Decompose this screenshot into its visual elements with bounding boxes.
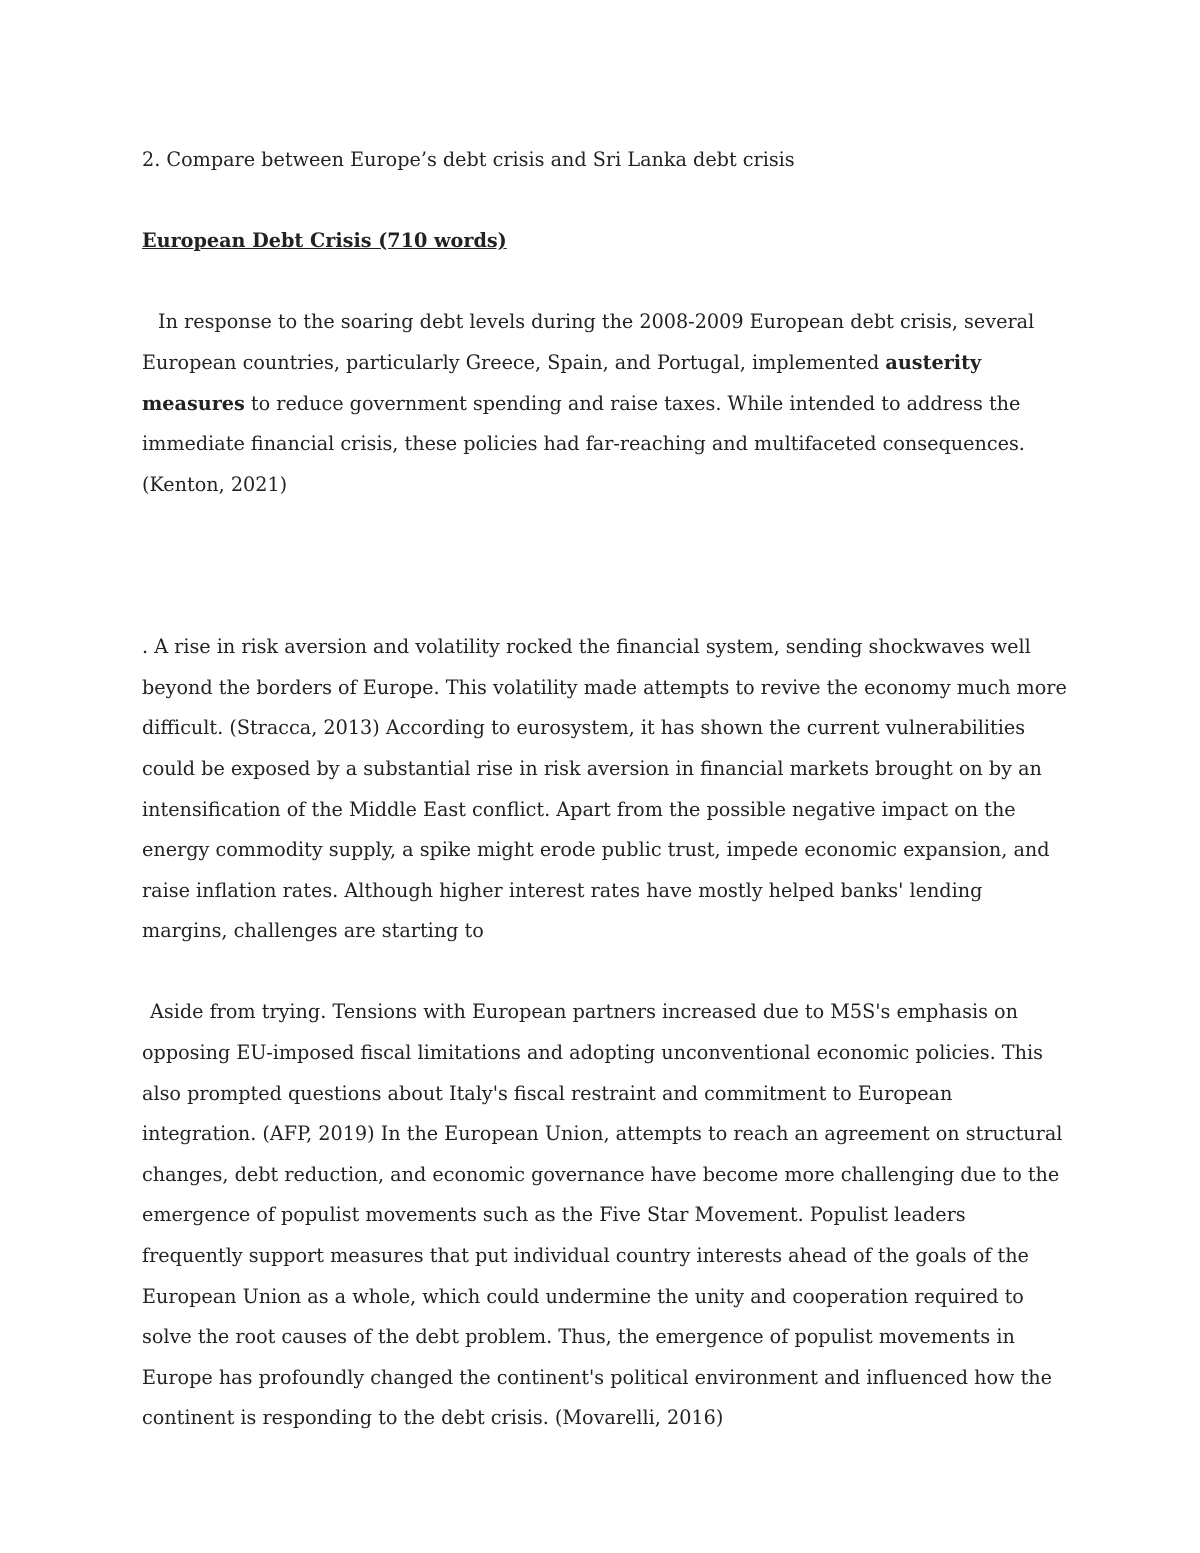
austerity-measures-term: austerity measures [142, 350, 982, 415]
paragraph-populism: Aside from trying. Tensions with European partners increased due to M5S's emphasis on opposing EU-imposed fiscal limitations and adopting unconventional economic policies. This also prompted questions about Italy's fiscal restraint and commitment to European integration. (AFP, 2019) In the European Union, attempts to reach an agreement on structural changes, debt reduction, and economic governance have become more challenging due to the emergence of populist movements such as the Five Star Movement. Populist leaders frequently support measures that put individual country interests ahead of the goals of the European Union as a whole, which could undermine the unity and cooperation required to solve the root causes of the debt problem. Thus, the emergence of populist movements in Europe has profoundly changed the continent's political environment and influenced how the continent is responding to the debt crisis. (Movarelli, 2016) [142, 1000, 1063, 1430]
section-heading: European Debt Crisis (710 words) [142, 229, 507, 253]
paragraph-austerity-text-start: In response to the soaring debt levels during the 2008-2009 European debt crisis, several European countries, particularly Greece, Spain, and Portugal, implemented [142, 310, 1035, 374]
paragraph-risk-aversion: . A rise in risk aversion and volatility rocked the financial system, sending shockwaves well beyond the borders of Europe. This volatility made attempts to revive the economy much more difficult. (Stracca, 2013) According to eurosystem, it has shown the current vulnerabilities could be exposed by a substantial rise in risk aversion in financial markets brought on by an intensification of the Middle East conflict. Apart from the possible negative impact on the energy commodity supply, a spike might erode public trust, impede economic expansion, and raise inflation rates. Although higher interest rates have mostly helped banks' lending margins, challenges are starting to [142, 635, 1067, 943]
paragraph-austerity-text-end: to reduce government spending and raise taxes. While intended to address the immediate financial crisis, these policies had far-reaching and multifaceted consequences. (Kenton, 2021) [142, 391, 1025, 496]
document-body [142, 140, 1072, 1439]
question-title: 2. Compare between Europe’s debt crisis and Sri Lanka debt crisis [142, 148, 795, 171]
paragraph-austerity [142, 302, 1072, 505]
